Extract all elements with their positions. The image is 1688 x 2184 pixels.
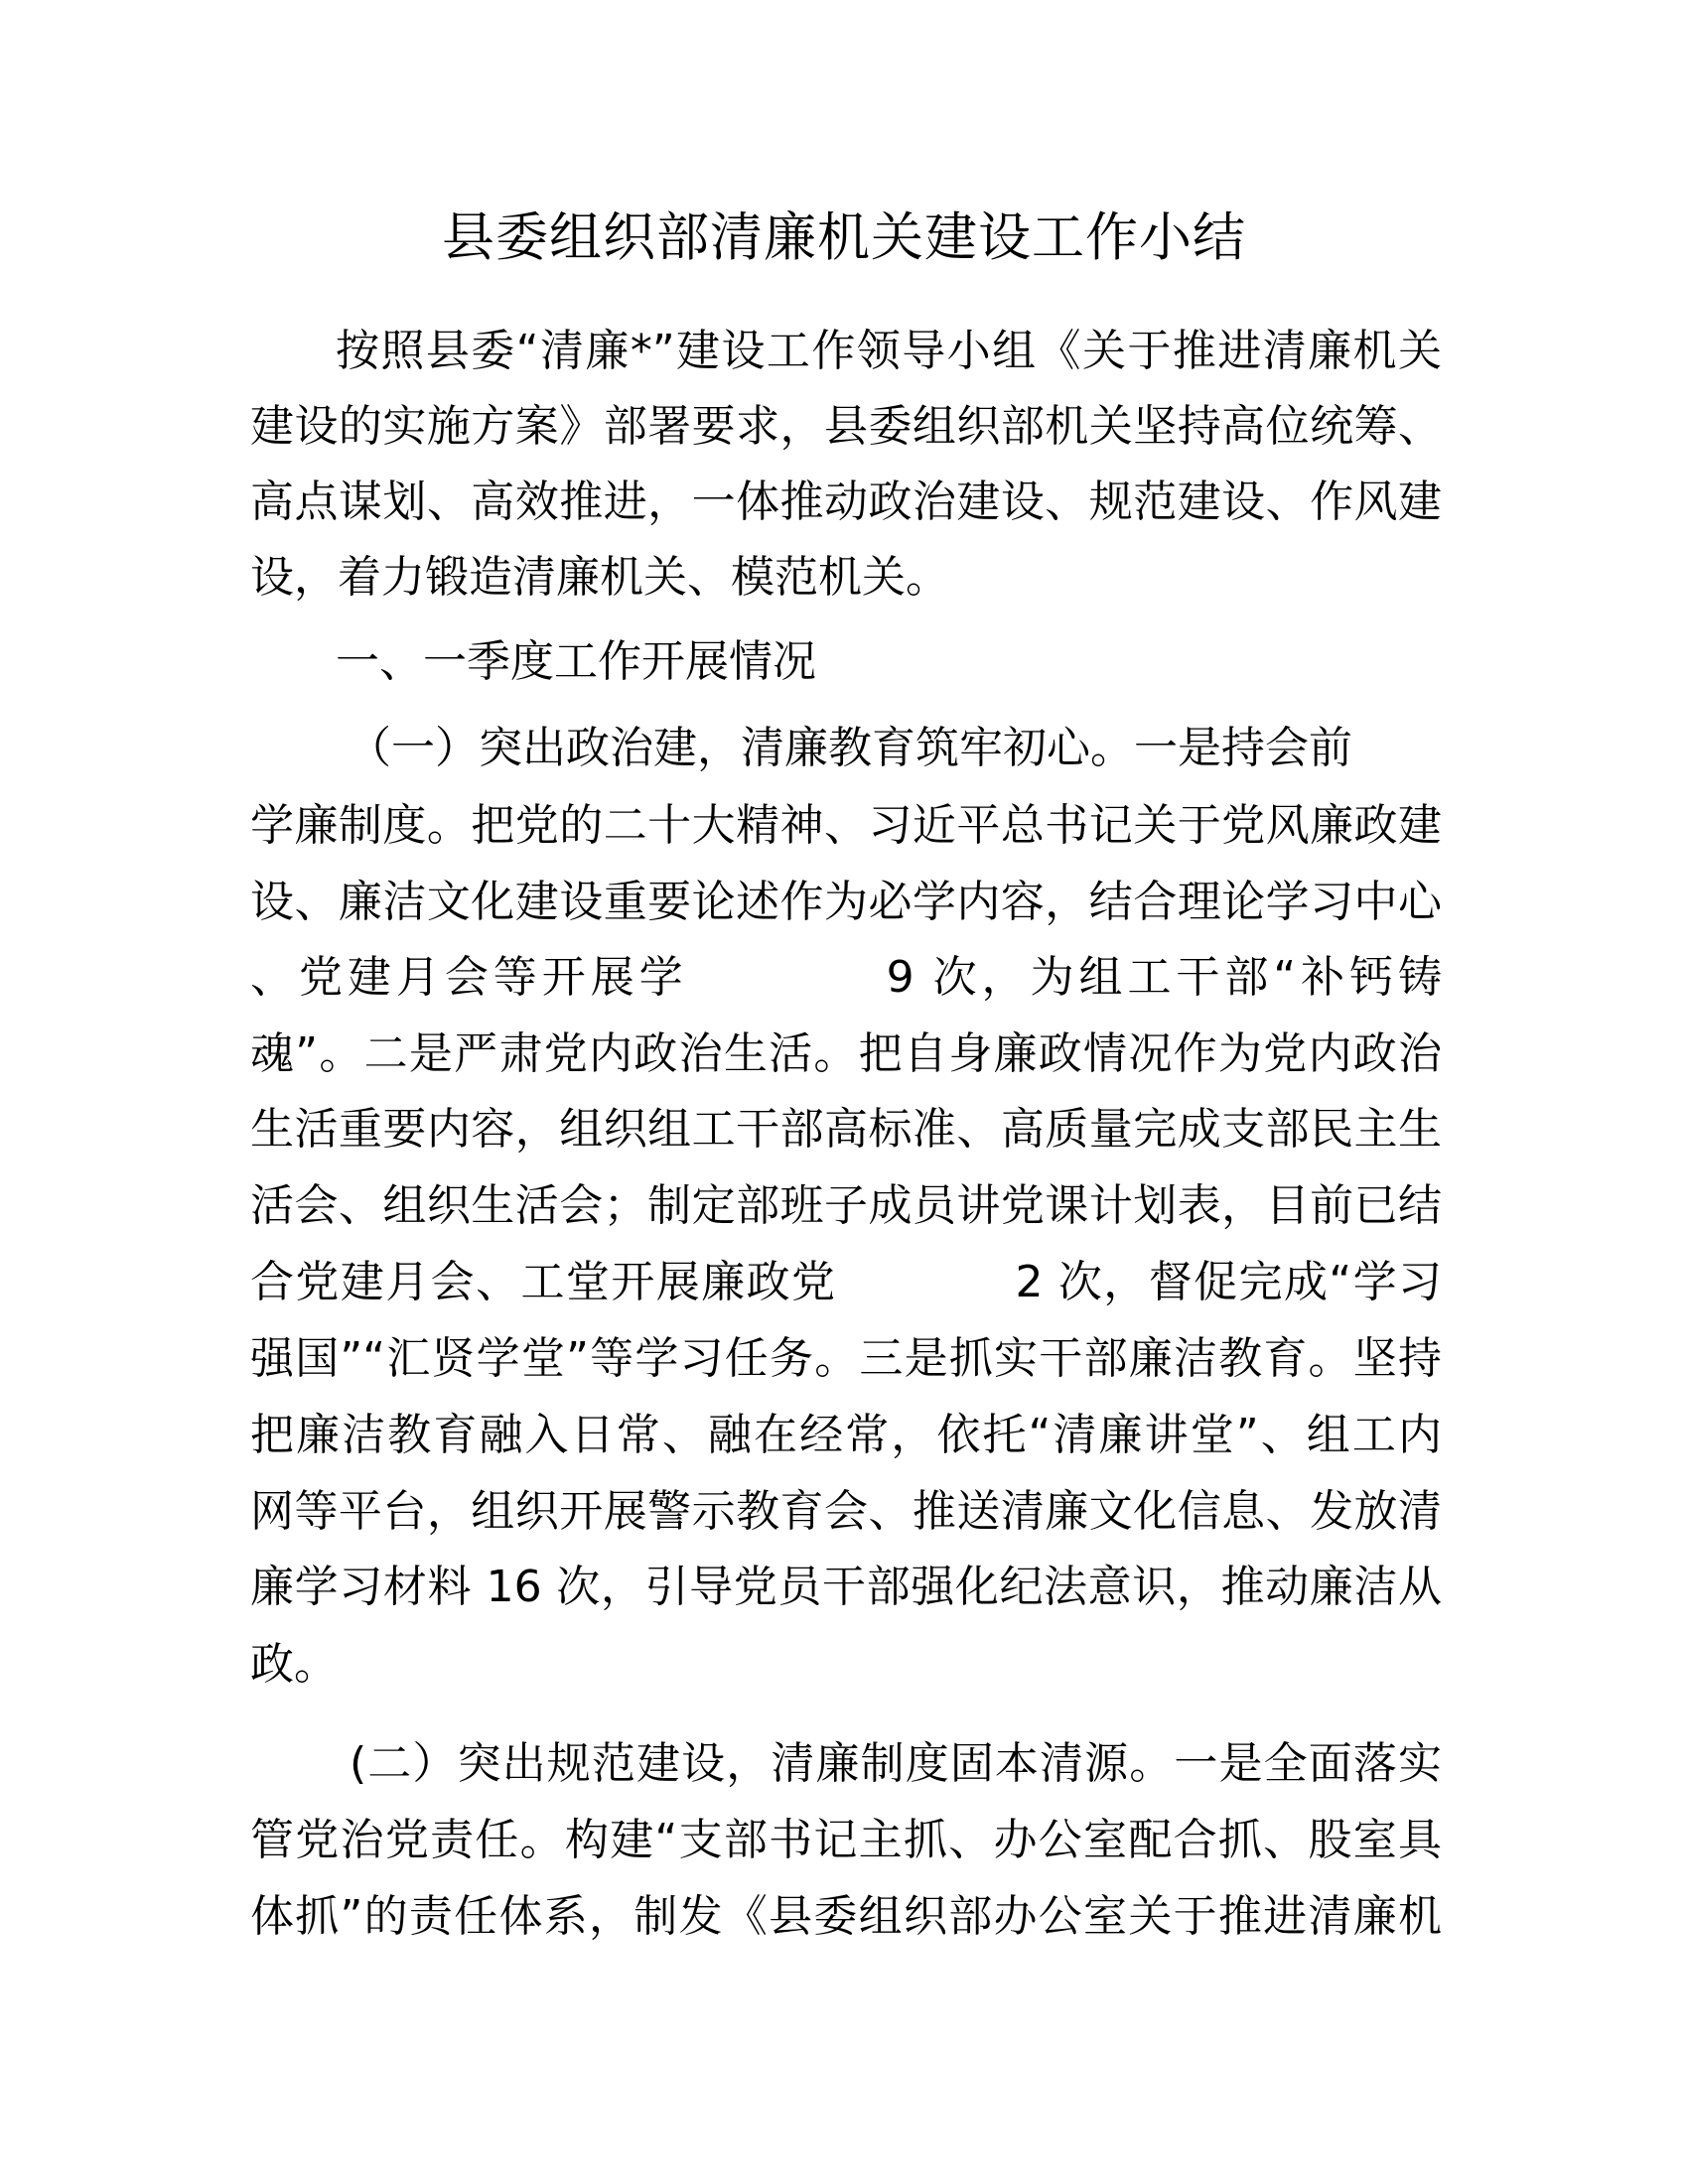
part1-line-1: （一）突出政治建，清廉教育筑牢初心。一是持会前 [348, 723, 1352, 773]
part1-line-12: 廉学习材料 16 次，引导党员干部强化纪法意识，推动廉洁从 [250, 1562, 1442, 1612]
part1-line-8-left: 合党建月会、工堂开展廉政党 [250, 1257, 837, 1307]
part1-line-10: 把廉洁教育融入日常、融在经常，依托“清廉讲堂”、组工内 [250, 1410, 1442, 1460]
part1-line-4-left: 、党建月会等开展学 [250, 952, 688, 1003]
page-title: 县委组织部清廉机关建设工作小结 [442, 207, 1246, 268]
part1-line-8-right: 2 次，督促完成“学习 [1015, 1257, 1442, 1307]
part1-line-4-right: 9 次，为组工干部“补钙铸 [886, 952, 1443, 1003]
part1-line-13: 政。 [250, 1639, 338, 1690]
part1-line-5: 魂”。二是严肃党内政治生活。把自身廉政情况作为党内政治 [250, 1028, 1442, 1079]
intro-line-1: 按照县委“清廉*”建设工作领导小组《关于推进清廉机关 [336, 326, 1442, 376]
section-heading: 一、一季度工作开展情况 [336, 636, 816, 687]
part2-line-3: 体抓”的责任体系，制发《县委组织部办公室关于推进清廉机 [250, 1891, 1442, 1942]
part1-line-11: 网等平台，组织开展警示教育会、推送清廉文化信息、发放清 [250, 1486, 1442, 1537]
part2-line-1: (二）突出规范建设，清廉制度固本清源。一是全面落实 [350, 1738, 1442, 1789]
intro-line-3: 高点谋划、高效推进，一体推动政治建设、规范建设、作风建 [250, 477, 1442, 527]
part1-line-4 [250, 946, 1442, 1010]
intro-line-2: 建设的实施方案》部署要求，县委组织部机关坚持高位统筹、 [250, 401, 1442, 452]
part2-line-2: 管党治党责任。构建“支部书记主抓、办公室配合抓、股室具 [250, 1815, 1442, 1865]
part1-line-8 [250, 1251, 1442, 1314]
part1-line-7: 活会、组织生活会；制定部班子成员讲党课计划表，目前已结 [250, 1180, 1442, 1231]
part1-line-6: 生活重要内容，组织组工干部高标准、高质量完成支部民主生 [250, 1104, 1442, 1155]
part1-line-9: 强国”“汇贤学堂”等学习任务。三是抓实干部廉洁教育。坚持 [250, 1333, 1442, 1384]
intro-line-4: 设，着力锻造清廉机关、模范机关。 [250, 552, 949, 603]
part1-line-2: 学廉制度。把党的二十大精神、习近平总书记关于党风廉政建 [250, 800, 1442, 851]
part1-line-3: 设、廉洁文化建设重要论述作为必学内容，结合理论学习中心 [250, 877, 1442, 927]
